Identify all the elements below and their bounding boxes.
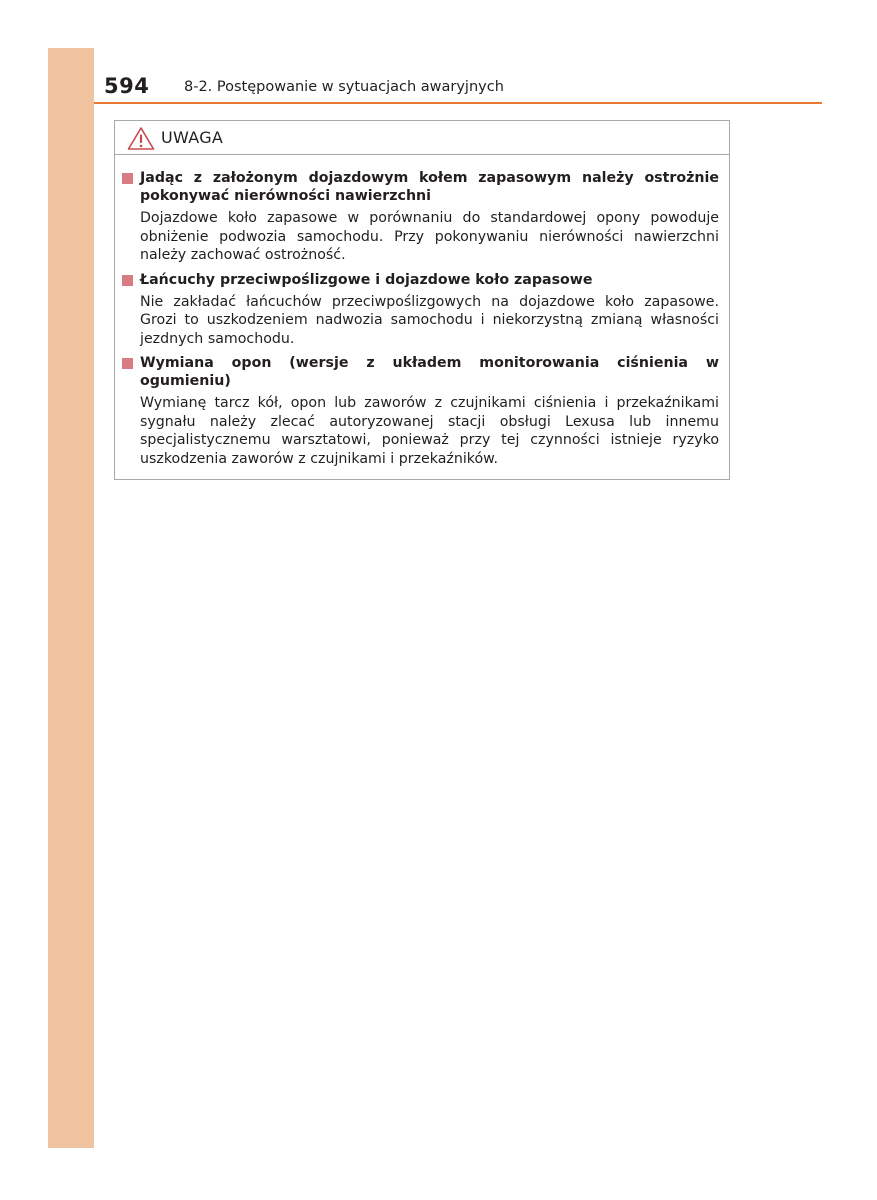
warning-item [121,169,719,265]
square-bullet-icon [122,173,133,184]
warning-item [121,354,719,468]
warning-item-heading [121,354,719,390]
warning-header [115,121,729,155]
warning-item-text: Wymianę tarcz kół, opon lub zaworów z czujnikami ciśnienia i przekaźnikami sygnału należy zlecać autoryzowanej stacji obsługi Lexusa lub innemu specjalistycznemu warsztatowi, ponieważ przy tej czynności istnieje ryzyko uszkodzenia zaworów z czujnikami i przekaźników. [140,395,719,467]
warning-box [114,120,730,480]
warning-body [121,169,719,468]
page-number: 594 [104,74,150,98]
warning-item-heading [121,169,719,205]
header-rule [94,102,822,104]
warning-triangle-icon [127,126,155,151]
warning-item-text: Dojazdowe koło zapasowe w porównaniu do standardowej opony powoduje obniżenie podwozia samochodu. Przy pokonywaniu nierówności nawierzchni należy zachować ostrożność. [140,210,719,263]
side-tab-band [48,48,94,1148]
square-bullet-icon [122,275,133,286]
warning-item-heading-text: Łańcuchy przeciwpoślizgowe i dojazdowe koło zapasowe [140,271,593,288]
page-header [104,74,822,104]
warning-item-heading [121,271,719,289]
warning-item-heading-text: Wymiana opon (wersje z układem monitorowania ciśnienia w ogumieniu) [140,355,719,389]
warning-title: UWAGA [161,128,224,147]
section-title: 8-2. Postępowanie w sytuacjach awaryjnych [184,79,504,95]
warning-item-text: Nie zakładać łańcuchów przeciwpoślizgowych na dojazdowe koło zapasowe. Grozi to uszkodzeniem nadwozia samochodu i niekorzystną zmianą własności jezdnych samochodu. [140,293,719,347]
square-bullet-icon [122,358,133,369]
warning-item [121,271,719,349]
warning-item-heading-text: Jadąc z założonym dojazdowym kołem zapasowym należy ostrożnie pokonywać nierówności nawierzchni [140,170,719,204]
